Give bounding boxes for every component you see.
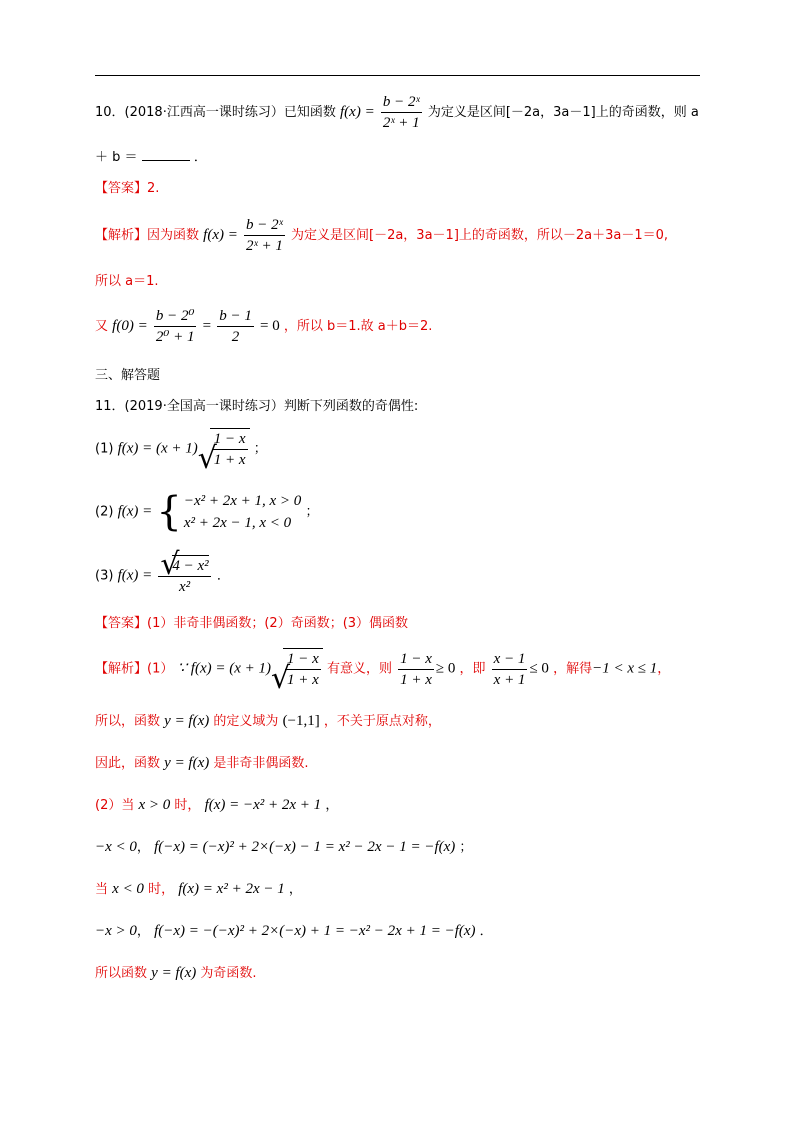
answer-label: 【答案】	[95, 616, 148, 631]
punct: ；	[459, 840, 473, 855]
frac-num: 4 − x²	[172, 555, 208, 576]
analysis-text: 因此，函数	[95, 756, 161, 771]
analysis-text: 所以 a＝1.	[95, 274, 159, 289]
math-f: f(−x) = −(−x)² + 2×(−x) + 1 = −x² − 2x + 1 = −f(x)	[154, 923, 476, 939]
q10-stem-text: 已知函数	[283, 105, 336, 120]
frac-num: b − 1	[217, 306, 254, 327]
q10-stem	[95, 92, 699, 133]
analysis-text: ，解得	[553, 661, 593, 677]
math-fraction	[154, 306, 197, 347]
frac-num: 1 − x	[398, 649, 434, 670]
frac-den: 2⁰ + 1	[155, 329, 195, 345]
q11-number: 11．	[95, 399, 125, 414]
math-fx: f(x) = (x + 1)	[117, 440, 198, 457]
math-f: f(x) = −x² + 2x + 1	[204, 797, 322, 813]
frac-den: x²	[178, 579, 191, 596]
analysis-part-label: (1）	[147, 661, 174, 677]
frac-den: 2	[231, 329, 240, 345]
analysis-text: 所以函数	[95, 966, 148, 981]
analysis-text: 的定义域为	[213, 714, 279, 729]
math-eq0: = 0	[259, 318, 280, 334]
frac-num: √ 1 − x	[212, 429, 248, 450]
frac-den: 1 + x	[400, 671, 432, 688]
math-cond: −x < 0	[95, 839, 137, 855]
analysis-text: ，即	[459, 661, 486, 677]
q11-analysis-8	[95, 962, 257, 982]
math-f: f(x) = x² + 2x − 1	[178, 881, 285, 897]
math-fraction	[158, 555, 210, 597]
part-label: (3)	[95, 568, 114, 584]
q11-part3	[95, 555, 230, 597]
math-fx: f(x) =	[203, 227, 238, 243]
part-end: ．	[216, 568, 230, 584]
q10-frac-den: 2ˣ + 1	[382, 115, 420, 131]
q11-stem-text: 判断下列函数的奇偶性:	[283, 399, 419, 414]
math-domain: (−1,1]	[282, 713, 320, 729]
q10-stem-text3: ＋ b ＝	[95, 150, 138, 165]
header-rule	[95, 75, 700, 76]
q11-analysis-3	[95, 752, 309, 772]
answer-label: 【答案】	[95, 181, 148, 196]
q11-source: (2019·全国高一课时练习）	[124, 399, 284, 414]
frac-num: x − 1	[492, 649, 528, 670]
q11-stem	[95, 395, 418, 414]
q11-part1	[95, 428, 267, 470]
math-ge: ≥ 0	[435, 660, 456, 677]
part-label: (1)	[95, 441, 114, 457]
math-eq: =	[202, 318, 212, 334]
q10-stem-end: ．	[193, 150, 207, 165]
brace: {	[156, 489, 182, 535]
analysis-label: 【解析】	[95, 661, 148, 677]
q10-fx: f(x) =	[340, 104, 375, 120]
math-fx: f(x) =	[117, 503, 153, 520]
frac-num: b − 2ˣ	[244, 215, 285, 236]
math-fraction	[285, 649, 321, 690]
math-fraction	[398, 649, 434, 690]
analysis-text: 是非奇非偶函数.	[213, 756, 309, 771]
analysis-text: 时，	[174, 798, 201, 813]
math-fraction	[492, 649, 528, 690]
sqrt	[198, 428, 250, 470]
math-expr: ∵ f(x) = (x + 1)	[177, 660, 272, 677]
analysis-text: 时，	[148, 882, 175, 897]
analysis-text: 因为函数	[147, 228, 200, 243]
frac-den: x + 1	[493, 671, 526, 688]
analysis-text-rest: 为定义是区间[－2a，3a－1]上的奇函数，所以－2a＋3a－1＝0,	[291, 228, 669, 243]
part-end: ；	[253, 441, 267, 457]
analysis-text: 有意义，则	[326, 661, 392, 677]
punct: ，	[325, 798, 339, 813]
q11-analysis-4	[95, 794, 338, 814]
analysis-text: 为奇函数.	[200, 966, 257, 981]
q10-number: 10．	[95, 105, 125, 120]
part-label: (2)	[95, 504, 114, 520]
q10-fraction	[381, 92, 422, 133]
answer-blank	[142, 160, 190, 161]
q11-analysis-1	[95, 648, 670, 690]
math-cond: −x > 0	[95, 923, 137, 939]
q10-analysis-1	[95, 215, 668, 256]
math-le: ≤ 0	[529, 660, 549, 677]
math-f: f(−x) = (−x)² + 2×(−x) − 1 = x² − 2x − 1 = −f(x)	[154, 839, 456, 855]
q10-analysis-2	[95, 270, 159, 289]
q10-stem-text2: 为定义是区间[－2a，3a－1]上的奇函数，则 a	[427, 105, 699, 120]
q10-stem-cont	[95, 146, 207, 165]
analysis-text: ，	[657, 661, 671, 677]
case-1: −x² + 2x + 1, x > 0	[183, 493, 302, 509]
case-2: x² + 2x − 1, x < 0	[183, 515, 292, 531]
q11-analysis-5	[95, 836, 472, 856]
frac-num: b − 2⁰	[154, 306, 197, 327]
q10-source: (2018·江西高一课时练习）	[124, 105, 284, 120]
part-end: ；	[305, 504, 319, 520]
math-cond: x < 0	[112, 881, 144, 897]
section-heading	[95, 364, 160, 383]
q11-analysis-7	[95, 920, 493, 940]
analysis-text: ，不关于原点对称，	[323, 714, 441, 729]
punct: ，	[136, 924, 150, 939]
punct: ，	[136, 840, 150, 855]
frac-den: 2ˣ + 1	[246, 238, 283, 254]
math-y: y = f(x)	[164, 755, 210, 771]
punct: ．	[479, 924, 493, 939]
analysis-text: 所以，函数	[95, 714, 161, 729]
sqrt	[271, 648, 323, 690]
math-cases	[184, 490, 301, 534]
answer-text: (1）非奇非偶函数；(2）奇函数；(3）偶函数	[147, 616, 409, 631]
frac-den: 1 + x	[213, 452, 246, 468]
analysis-text: 当	[95, 882, 109, 897]
analysis-text: (2）当	[95, 798, 135, 813]
frac-num: √ 1 − x	[285, 649, 321, 670]
q10-frac-num: b − 2ˣ	[381, 92, 422, 113]
punct: ，	[288, 882, 302, 897]
math-fx: f(x) =	[117, 567, 153, 584]
answer-text: 2.	[147, 181, 160, 196]
math-y: y = f(x)	[151, 965, 197, 981]
math-fraction	[244, 215, 285, 256]
math-y: y = f(x)	[164, 713, 210, 729]
q11-analysis-6	[95, 878, 302, 898]
math-cond: x > 0	[138, 797, 171, 813]
analysis-text-rest: ，所以 b＝1.故 a＋b＝2.	[283, 319, 433, 334]
q10-answer	[95, 177, 159, 196]
q11-analysis-2	[95, 710, 441, 730]
math-fraction	[217, 306, 254, 347]
q11-answer	[95, 612, 408, 631]
math-f0: f(0) =	[112, 318, 148, 334]
analysis-text: 又	[95, 319, 109, 334]
frac-den: 1 + x	[287, 672, 319, 688]
analysis-label: 【解析】	[95, 228, 148, 243]
q11-part2	[95, 490, 318, 534]
math-fraction	[212, 429, 248, 470]
q10-analysis-3	[95, 306, 432, 347]
math-range: −1 < x ≤ 1	[592, 660, 658, 677]
section-title: 三、解答题	[95, 368, 161, 383]
